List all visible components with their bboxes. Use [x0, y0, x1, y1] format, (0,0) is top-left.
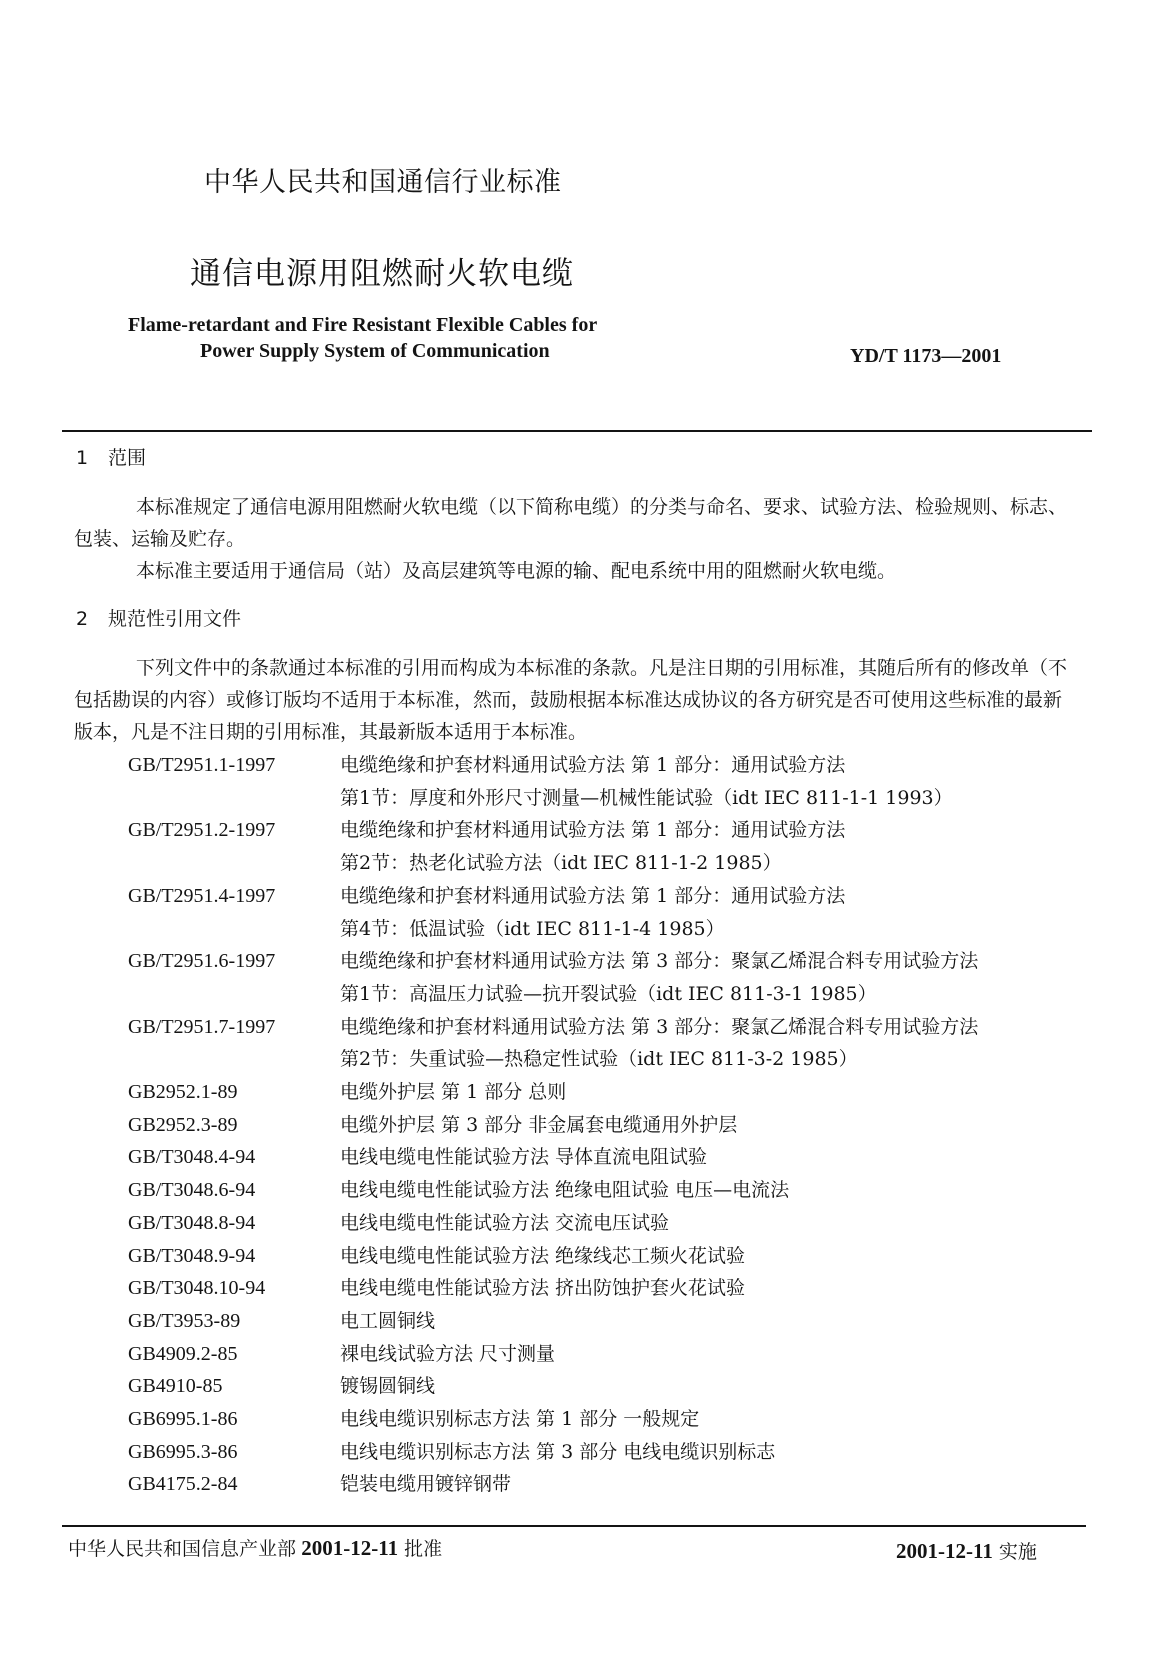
reference-code: GB/T3048.4-94 — [128, 1146, 256, 1169]
reference-row — [128, 749, 978, 814]
reference-titles — [340, 814, 845, 879]
reference-titles — [340, 1109, 737, 1142]
reference-code: GB/T3048.6-94 — [128, 1179, 256, 1202]
reference-titles — [340, 1436, 775, 1469]
reference-title-line: 电工圆铜线 — [340, 1309, 436, 1332]
approval-date: 2001-12-11 — [301, 1536, 399, 1560]
reference-titles — [340, 1240, 745, 1273]
reference-row — [128, 1403, 978, 1436]
reference-title-line: 电缆外护层 第 3 部分 非金属套电缆通用外护层 — [340, 1113, 738, 1136]
reference-code: GB2952.3-89 — [128, 1113, 238, 1136]
document-title-en-line2: Power Supply System of Communication — [200, 340, 550, 362]
reference-titles — [340, 1011, 978, 1076]
reference-titles — [340, 1141, 707, 1174]
document-title-en-line1: Flame-retardant and Fire Resistant Flexible Cables for — [128, 314, 598, 336]
section-2-heading — [76, 604, 241, 631]
reference-code: GB/T3953-89 — [128, 1309, 241, 1332]
reference-row — [128, 1436, 978, 1469]
reference-titles — [340, 880, 845, 945]
reference-row — [128, 945, 978, 1010]
reference-code: GB4175.2-84 — [128, 1473, 238, 1496]
reference-title-line: 裸电线试验方法 尺寸测量 — [340, 1342, 556, 1365]
reference-titles — [340, 749, 953, 814]
references-intro-paragraph: 下列文件中的条款通过本标准的引用而构成为本标准的条款。凡是注日期的引用标准，其随后所有的修改单（不包括勘误的内容）或修订版均不适用于本标准，然而，鼓励根据本标准达成协议的各方研究是否可使用这些标准的最新版本，凡是不注日期的引用标准，其最新版本适用于本标准。 — [74, 657, 1068, 743]
reference-code: GB4909.2-85 — [128, 1342, 238, 1365]
reference-titles — [340, 1207, 669, 1240]
reference-titles — [340, 1338, 555, 1371]
issuing-body: 中华人民共和国通信行业标准 — [204, 167, 562, 198]
section-1-heading — [76, 443, 146, 470]
effective-statement — [896, 1537, 1037, 1564]
reference-title-line: 电线电缆电性能试验方法 绝缘线芯工频火花试验 — [340, 1244, 746, 1267]
reference-titles — [340, 1403, 699, 1436]
reference-row — [128, 1370, 978, 1403]
reference-row — [128, 1468, 978, 1501]
reference-code: GB2952.1-89 — [128, 1081, 238, 1104]
reference-title-line: 镀锡圆铜线 — [340, 1375, 436, 1398]
section-title: 范围 — [108, 447, 147, 469]
reference-title-line: 第2节：热老化试验方法（idt IEC 811-1-2 1985） — [340, 852, 782, 875]
section-title: 规范性引用文件 — [108, 608, 242, 630]
reference-code: GB/T3048.10-94 — [128, 1277, 266, 1300]
section-number: 1 — [76, 447, 89, 469]
reference-code: GB/T2951.1-1997 — [128, 754, 276, 776]
reference-title-line: 电缆绝缘和护套材料通用试验方法 第 3 部分：聚氯乙烯混合料专用试验方法 — [340, 1015, 979, 1038]
reference-row — [128, 814, 978, 879]
reference-titles — [340, 1468, 511, 1501]
reference-title-line: 铠装电缆用镀锌钢带 — [340, 1473, 512, 1496]
approval-statement — [68, 1534, 442, 1561]
reference-title-line: 电缆绝缘和护套材料通用试验方法 第 3 部分：聚氯乙烯混合料专用试验方法 — [340, 950, 979, 973]
header-divider — [62, 430, 1092, 432]
reference-row — [128, 1207, 978, 1240]
effective-date: 2001-12-11 — [896, 1539, 993, 1563]
reference-titles — [340, 1272, 745, 1305]
reference-title-line: 电线电缆电性能试验方法 绝缘电阻试验 电压—电流法 — [340, 1179, 790, 1202]
document-title-cn: 通信电源用阻燃耐火软电缆 — [190, 256, 574, 292]
reference-row — [128, 1141, 978, 1174]
approval-label: 批准 — [404, 1538, 443, 1560]
footer-divider — [62, 1525, 1086, 1527]
approval-authority: 中华人民共和国信息产业部 — [68, 1538, 297, 1560]
reference-title-line: 第1节：高温压力试验—抗开裂试验（idt IEC 811-3-1 1985） — [340, 982, 877, 1005]
reference-code: GB/T2951.6-1997 — [128, 950, 276, 973]
reference-code: GB/T3048.9-94 — [128, 1244, 256, 1267]
reference-title-line: 电缆外护层 第 1 部分 总则 — [340, 1081, 567, 1104]
reference-code: GB6995.3-86 — [128, 1440, 238, 1463]
reference-code: GB6995.1-86 — [128, 1408, 238, 1431]
reference-titles — [340, 1076, 566, 1109]
reference-titles — [340, 1174, 789, 1207]
reference-row — [128, 1305, 978, 1338]
reference-title-line: 第2节：失重试验—热稳定性试验（idt IEC 811-3-2 1985） — [340, 1048, 858, 1071]
normative-references-list — [128, 749, 978, 1501]
reference-titles — [340, 945, 978, 1010]
reference-row — [128, 1011, 978, 1076]
reference-code: GB/T2951.2-1997 — [128, 819, 276, 842]
reference-code: GB4910-85 — [128, 1375, 223, 1398]
reference-row — [128, 1109, 978, 1142]
section-number: 2 — [76, 608, 89, 630]
reference-title-line: 第1节：厚度和外形尺寸测量—机械性能试验（idt IEC 811-1-1 1993） — [340, 786, 953, 809]
reference-row — [128, 1338, 978, 1371]
reference-row — [128, 1272, 978, 1305]
reference-code: GB/T3048.8-94 — [128, 1211, 256, 1234]
reference-row — [128, 1076, 978, 1109]
reference-title-line: 电线电缆电性能试验方法 交流电压试验 — [340, 1211, 670, 1234]
reference-row — [128, 1240, 978, 1273]
reference-title-line: 电线电缆识别标志方法 第 3 部分 电线电缆识别标志 — [340, 1440, 776, 1463]
scope-paragraph-2: 本标准主要适用于通信局（站）及高层建筑等电源的输、配电系统中用的阻燃耐火软电缆。 — [136, 560, 897, 582]
standard-code: YD/T 1173—2001 — [850, 345, 1002, 367]
reference-row — [128, 880, 978, 945]
reference-code: GB/T2951.4-1997 — [128, 884, 276, 907]
reference-title-line: 电线电缆识别标志方法 第 1 部分 一般规定 — [340, 1408, 700, 1431]
reference-title-line: 电线电缆电性能试验方法 挤出防蚀护套火花试验 — [340, 1277, 746, 1300]
reference-title-line: 电缆绝缘和护套材料通用试验方法 第 1 部分：通用试验方法 — [340, 754, 846, 776]
reference-title-line: 电缆绝缘和护套材料通用试验方法 第 1 部分：通用试验方法 — [340, 884, 846, 907]
reference-title-line: 电线电缆电性能试验方法 导体直流电阻试验 — [340, 1146, 708, 1169]
reference-title-line: 电缆绝缘和护套材料通用试验方法 第 1 部分：通用试验方法 — [340, 819, 846, 842]
effective-label: 实施 — [998, 1541, 1037, 1563]
reference-row — [128, 1174, 978, 1207]
reference-titles — [340, 1305, 435, 1338]
reference-code: GB/T2951.7-1997 — [128, 1015, 276, 1038]
reference-title-line: 第4节：低温试验（idt IEC 811-1-4 1985） — [340, 917, 725, 940]
scope-paragraph-1: 本标准规定了通信电源用阻燃耐火软电缆（以下简称电缆）的分类与命名、要求、试验方法、检验规则、标志、包装、运输及贮存。 — [74, 496, 1068, 550]
reference-titles — [340, 1370, 435, 1403]
